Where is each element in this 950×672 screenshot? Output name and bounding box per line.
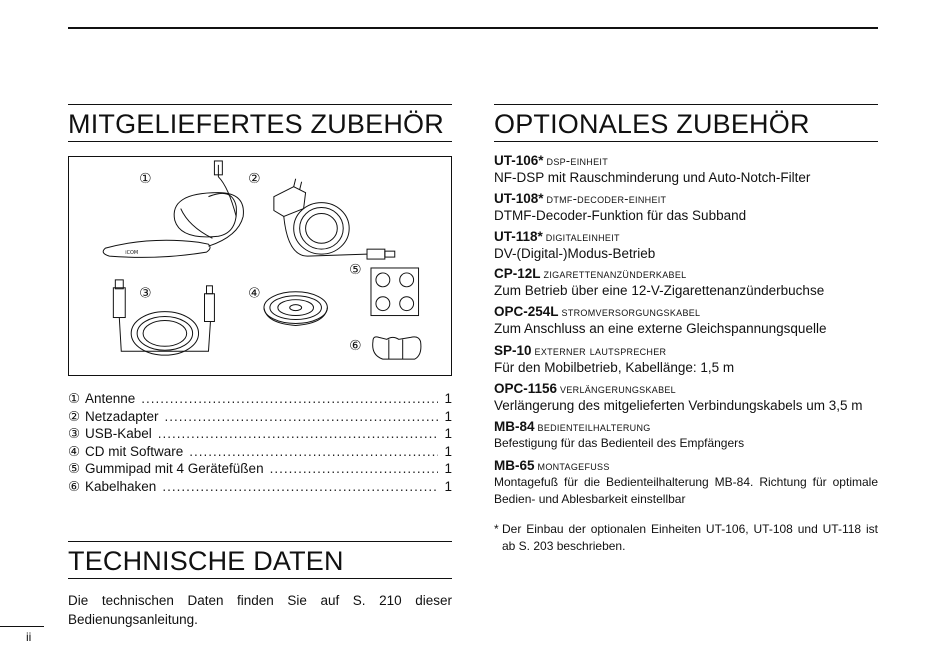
marker-6: ⑥	[349, 338, 362, 355]
item-name: verlängerungskabel	[560, 382, 676, 396]
ac-adapter-illustration	[274, 179, 395, 259]
optional-item-sp10	[494, 343, 878, 376]
item-code: OPC-254L	[494, 304, 559, 319]
item-code: CP-12L	[494, 266, 541, 281]
item-qty: 1	[444, 461, 452, 477]
included-items-list	[68, 390, 452, 496]
item-qty: 1	[444, 408, 452, 424]
optional-accessories-title: OPTIONALES ZUBEHÖR	[494, 104, 878, 142]
item-qty: 1	[444, 426, 452, 442]
page-number-rule	[0, 626, 44, 627]
item-name: stromversorgungskabel	[561, 305, 701, 319]
item-qty: 1	[444, 443, 452, 459]
note-text: Der Einbau der optionalen Einheiten UT-106, UT-108 und UT-118 ist ab S. 203 beschrieben.	[502, 522, 878, 553]
list-item: ⑤ Gummipad mit 4 Gerätefüßen ..... 1	[68, 460, 452, 478]
item-label: Kabelhaken	[85, 478, 157, 494]
item-name: digitaleinheit	[545, 230, 620, 244]
optional-item-opc254l	[494, 304, 878, 337]
antenna-logo: iCOM	[125, 250, 139, 257]
marker-3: ③	[139, 285, 152, 302]
optional-item-ut108	[494, 191, 878, 224]
antenna-illustration	[103, 161, 243, 257]
rubber-pad-illustration	[371, 268, 419, 316]
optional-item-ut118	[494, 229, 878, 262]
marker-5: ⑤	[349, 261, 362, 278]
item-name: bedienteilhalterung	[537, 420, 651, 434]
item-description: DTMF-Decoder-Funktion für das Subband	[494, 208, 747, 223]
item-label: Antenne	[85, 391, 136, 406]
item-label: USB-Kabel	[85, 426, 152, 442]
list-item: ③ USB-Kabel ..... 1	[68, 425, 452, 443]
list-item: ② Netzadapter ..... 1	[68, 408, 452, 426]
dot-leader	[162, 478, 438, 496]
marker-1: ①	[139, 170, 152, 187]
dot-leader	[189, 443, 438, 461]
item-description: Befestigung für das Bedienteil des Empfängers	[494, 436, 745, 450]
technical-data-text: Die technischen Daten finden Sie auf S. 210 dieser Bedienungsanleitung.	[68, 593, 452, 627]
item-name: dsp-einheit	[546, 154, 609, 168]
item-name: zigarettenanzünderkabel	[543, 267, 687, 281]
item-code: SP-10	[494, 343, 532, 358]
note-asterisk: *	[494, 522, 499, 536]
page-number: ii	[26, 630, 32, 644]
dot-leader	[270, 460, 438, 478]
item-description: DV-(Digital-)Modus-Betrieb	[494, 246, 656, 261]
item-qty: 1	[444, 391, 452, 406]
optional-item-mb84	[494, 419, 878, 452]
item-name: montagefuss	[537, 459, 610, 473]
dot-leader	[141, 390, 438, 408]
item-description: Für den Mobilbetrieb, Kabellänge: 1,5 m	[494, 360, 735, 375]
item-description: NF-DSP mit Rauschminderung und Auto-Notch-Filter	[494, 170, 811, 185]
accessories-illustration	[68, 156, 452, 376]
list-item: ① Antenne ..... 1	[68, 390, 452, 408]
item-code: UT-108*	[494, 191, 544, 206]
item-name: externer lautsprecher	[534, 344, 667, 358]
dot-leader	[158, 425, 438, 443]
item-label: Netzadapter	[85, 408, 159, 424]
item-code: MB-65	[494, 458, 535, 473]
cable-hook-illustration	[373, 337, 421, 359]
item-code: OPC-1156	[494, 381, 558, 396]
top-rule	[68, 27, 878, 29]
item-label: CD mit Software	[85, 443, 184, 459]
item-description: Montagefuß für die Bedienteilhalterung MB-84. Richtung für optimale Bedien- und Ablesbarkeit einstellbar	[494, 475, 878, 506]
item-description: Zum Betrieb über eine 12-V-Zigarettenanzünderbuchse	[494, 283, 825, 298]
item-code: MB-84	[494, 419, 535, 434]
included-accessories-title: MITGELIEFERTES ZUBEHÖR	[68, 104, 452, 142]
installation-note	[494, 521, 878, 555]
dot-leader	[165, 408, 438, 426]
usb-cable-illustration	[113, 280, 214, 355]
item-qty: 1	[444, 478, 452, 494]
optional-item-mb65	[494, 458, 878, 508]
optional-item-cp12l	[494, 266, 878, 299]
optional-item-opc1156	[494, 381, 878, 414]
item-name: dtmf-decoder-einheit	[546, 192, 667, 206]
item-description: Zum Anschluss an eine externe Gleichspannungsquelle	[494, 321, 827, 336]
item-label: Gummipad mit 4 Gerätefüßen	[85, 461, 264, 477]
marker-2: ②	[248, 170, 261, 187]
item-description: Verlängerung des mitgelieferten Verbindungskabels um 3,5 m	[494, 398, 863, 413]
optional-item-ut106	[494, 153, 878, 186]
list-item: ⑥ Kabelhaken ..... 1	[68, 478, 452, 496]
marker-4: ④	[248, 285, 261, 302]
list-item: ④ CD mit Software ..... 1	[68, 443, 452, 461]
item-code: UT-106*	[494, 153, 544, 168]
item-code: UT-118*	[494, 229, 543, 244]
technical-data-title: TECHNISCHE DATEN	[68, 541, 452, 579]
cd-illustration	[264, 292, 327, 326]
